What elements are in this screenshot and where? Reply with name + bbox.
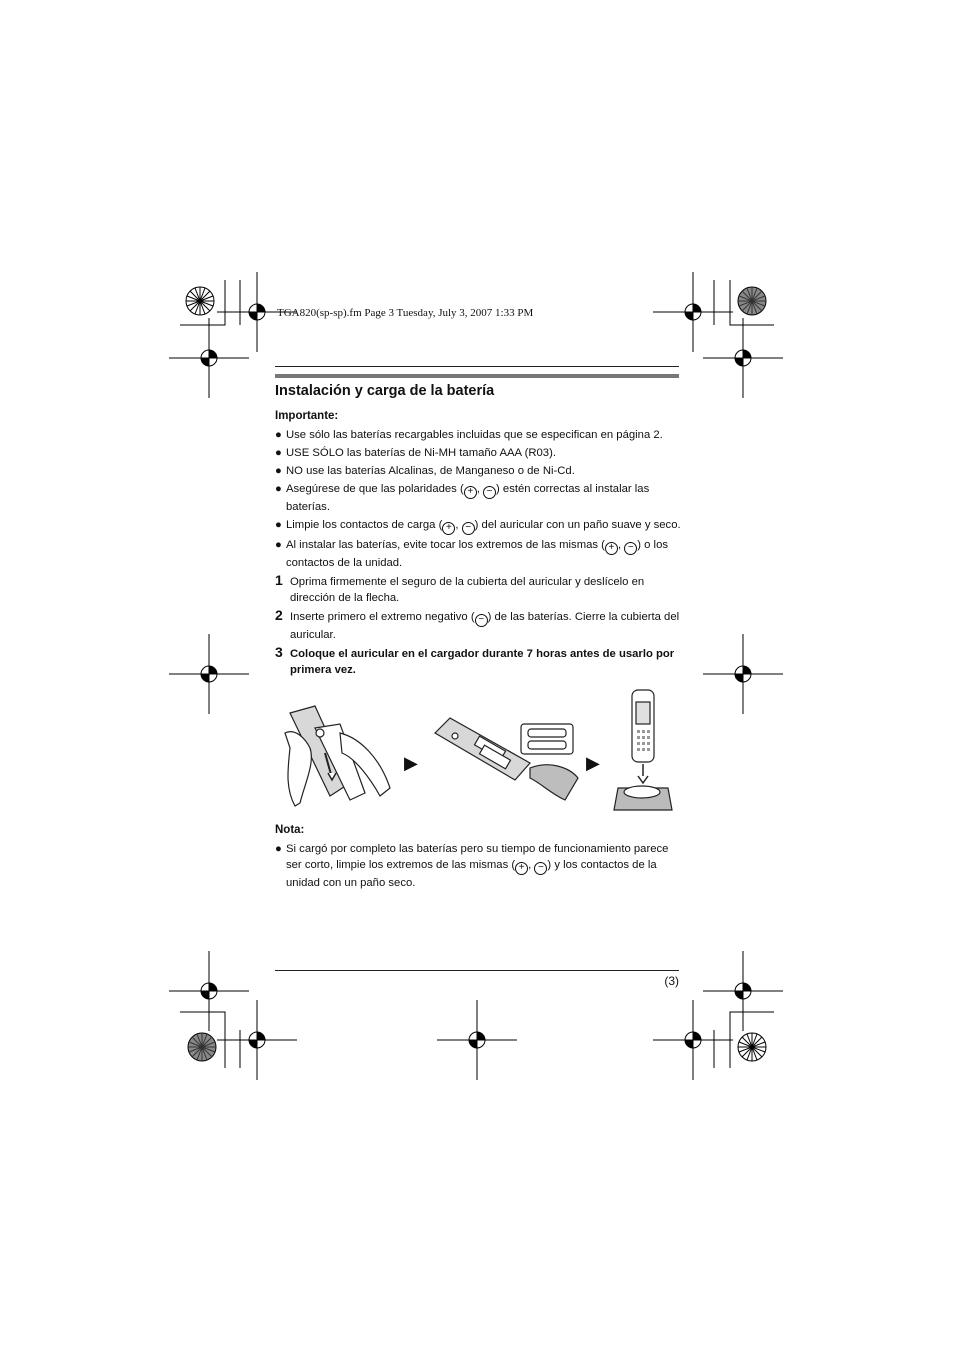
list-item: ● NO use las baterías Alcalinas, de Manganeso o de Ni-Cd. [275,465,575,477]
list-item: ● Use sólo las baterías recargables incluidas que se especifican en página 2. [275,429,663,441]
step-item: 2 Inserte primero el extremo negativo ( − ) de las baterías. Cierre la cubierta del auricular. [275,607,680,641]
title-rule [275,374,679,378]
plus-symbol-icon: + [464,486,477,499]
plus-symbol-icon: + [442,522,455,535]
page-number: (3) [664,974,679,988]
step-number: 3 [275,644,283,660]
list-item: ● Si cargó por completo las baterías pero su tiempo de funcionamiento parece ser corto, limpie los extremos de las mismas ( + , − ) y los contactos de la unidad con un paño seco. [275,843,669,889]
step-item: 1 Oprima firmemente el seguro de la cubierta del auricular y deslícelo en dirección de la flecha. [275,572,645,604]
note-list [275,841,685,893]
bullet-icon: ● [275,429,282,441]
illustration-remove-cover [285,706,390,806]
battery-installation-illustration [280,688,690,818]
minus-symbol-icon: − [462,522,475,535]
list-item: ● USE SÓLO las baterías de Ni-MH tamaño AAA (R03). [275,447,556,459]
bullet-icon: ● [275,447,282,459]
plus-symbol-icon: + [515,862,528,875]
minus-symbol-icon: − [475,614,488,627]
list-item: ● Asegúrese de que las polaridades ( + , − ) estén correctas al instalar las baterías. [275,483,650,513]
step-item: 3 Coloque el auricular en el cargador durante 7 horas antes de usarlo por primera vez. [275,644,675,676]
minus-symbol-icon: − [624,542,637,555]
list-item: ● Limpie los contactos de carga ( + , − ) del auricular con un paño suave y seco. [275,519,681,533]
footer-rule [275,970,679,971]
top-rule [275,366,679,367]
plus-symbol-icon: + [605,542,618,555]
illustration-handset-charger [614,690,672,810]
list-item: ● Al instalar las baterías, evite tocar los extremos de las mismas ( + , − ) o los contactos de la unidad. [275,539,668,569]
bullet-icon: ● [275,519,282,531]
section-title: Instalación y carga de la batería [275,383,495,399]
important-label: Importante: [275,410,339,422]
bullet-icon: ● [275,465,282,477]
file-header-line: TGA820(sp-sp).fm Page 3 Tuesday, July 3, 2007 1:33 PM [277,307,534,319]
minus-symbol-icon: − [483,486,496,499]
steps-list [275,574,685,681]
bullet-icon: ● [275,483,282,495]
important-list [275,427,685,573]
bullet-icon: ● [275,539,282,551]
note-label: Nota: [275,824,305,836]
bullet-icon: ● [275,843,282,855]
minus-symbol-icon: − [534,862,547,875]
step-number: 2 [275,607,283,623]
step-number: 1 [275,572,283,588]
arrow-icon: ▶ [586,753,600,773]
arrow-icon: ▶ [404,753,418,773]
illustration-insert-batteries [435,718,578,800]
